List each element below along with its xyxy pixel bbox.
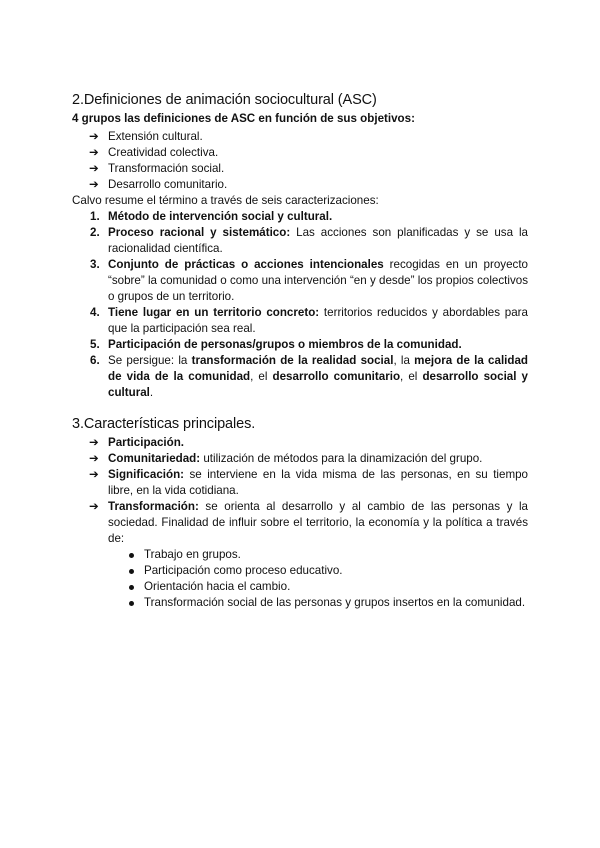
bullet-icon: [129, 569, 134, 574]
bullet-icon: [129, 585, 134, 590]
list-item: ➔ Creatividad colectiva.: [89, 146, 219, 159]
arrow-icon: ➔: [89, 178, 99, 191]
list-item: Trabajo en grupos.: [128, 547, 528, 563]
list-item: Participación como proceso educativo.: [128, 563, 528, 579]
list-item: ➔ Transformación social.: [89, 162, 225, 175]
arrow-icon: ➔: [89, 468, 99, 481]
list-item: ➔ Comunitariedad: utilización de métodos para la dinamización del grupo.: [89, 452, 483, 465]
list-item: 6. Se persigue: la transformación de la realidad social, la mejora de la calidad de vida de la comunidad, el desarrollo comunitario, el desarrollo social y cultural.: [90, 354, 528, 399]
list-item: 3. Conjunto de prácticas o acciones intencionales recogidas en un proyecto “sobre” la comunidad o como una intervención “en y desde” los propios colectivos o grupos de un territorio.: [90, 258, 528, 303]
characterizations-list: [72, 209, 528, 401]
calvo-intro: Calvo resume el término a través de seis caracterizaciones:: [72, 194, 379, 207]
list-item: ➔ Extensión cultural.: [89, 130, 203, 143]
bullet-icon: [129, 601, 134, 606]
list-item: Orientación hacia el cambio.: [128, 579, 528, 595]
list-item: 5. Participación de personas/grupos o miembros de la comunidad.: [90, 338, 462, 351]
list-item: ➔ Desarrollo comunitario.: [89, 178, 228, 191]
arrow-icon: ➔: [89, 162, 99, 175]
list-item: ➔ Transformación: se orienta al desarrollo y al cambio de las personas y la sociedad. Finalidad de influir sobre el territorio, la economía y la política a través de: Trabajo en grupos. Participación como proceso educativo. Orientación hacia el cambio. Transformación social de las personas y grupos insertos en la comunidad.: [89, 500, 528, 609]
list-item: Transformación social de las personas y grupos insertos en la comunidad.: [128, 595, 528, 611]
list-item: 1. Método de intervención social y cultural.: [90, 210, 333, 223]
arrow-icon: ➔: [89, 452, 99, 465]
list-item: ➔ Participación.: [89, 436, 185, 449]
arrow-icon: ➔: [89, 146, 99, 159]
list-item: 4. Tiene lugar en un territorio concreto: territorios reducidos y abordables para que la participación sea real.: [90, 306, 528, 335]
section-3-heading: 3.Características principales.: [72, 416, 256, 432]
features-list: [72, 435, 528, 611]
document-page: [72, 92, 528, 611]
arrow-icon: ➔: [89, 500, 99, 513]
bullet-icon: [129, 553, 134, 558]
objectives-lead: 4 grupos las definiciones de ASC en función de sus objetivos:: [72, 112, 415, 125]
list-item: 2. Proceso racional y sistemático: Las acciones son planificadas y se usa la racionalidad científica.: [90, 226, 529, 255]
list-item: ➔ Significación: se interviene en la vida misma de las personas, en su tiempo libre, en la vida cotidiana.: [89, 468, 528, 497]
transformation-sub-list: [108, 547, 528, 611]
objectives-list: [72, 129, 528, 193]
arrow-icon: ➔: [89, 130, 99, 143]
arrow-icon: ➔: [89, 436, 99, 449]
section-2-heading: 2.Definiciones de animación sociocultural (ASC): [72, 92, 377, 108]
